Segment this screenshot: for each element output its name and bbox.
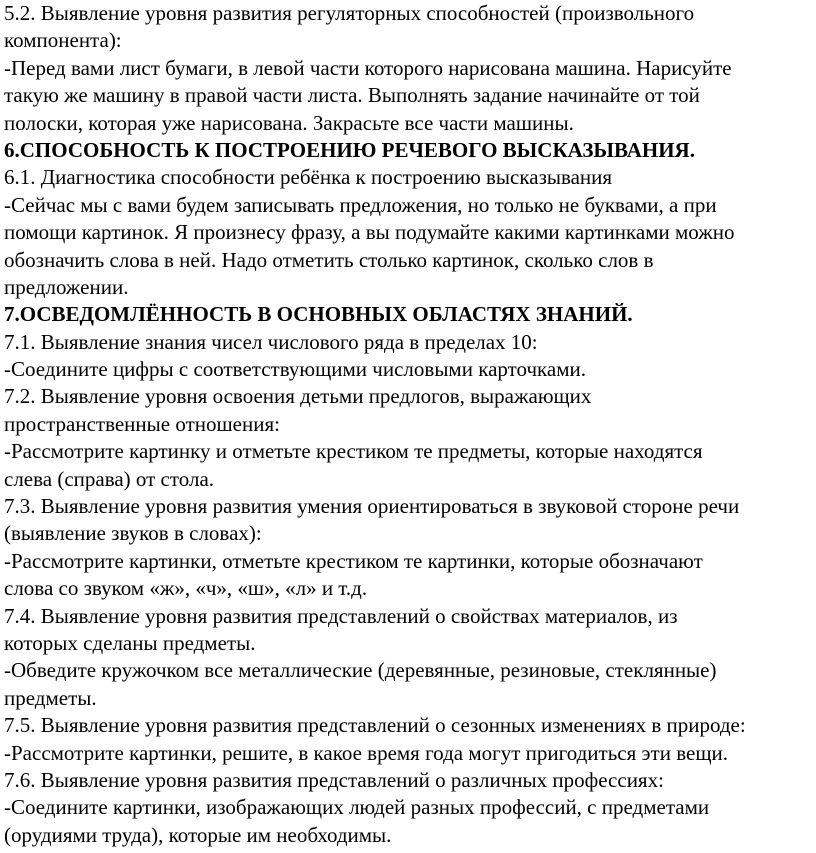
- text-line-6-1-title: 6.1. Диагностика способности ребёнка к построению высказывания: [4, 165, 613, 190]
- text-line-6-1-task-end: предложении.: [4, 274, 129, 299]
- text-line-7-2-title: 7.2. Выявление уровня освоения детьми предлогов, выражающих: [4, 384, 592, 409]
- section-heading-7: 7.ОСВЕДОМЛЁННОСТЬ В ОСНОВНЫХ ОБЛАСТЯХ ЗНАНИЙ.: [4, 302, 633, 327]
- text-line-7-2-task-end: слева (справа) от стола.: [4, 466, 215, 491]
- text-line-7-6-task-end: (орудиями труда), которые им необходимы.: [4, 822, 392, 847]
- text-line-6-1-task-cont-2: обозначить слова в ней. Надо отметить столько картинок, сколько слов в: [4, 247, 654, 272]
- section-heading-6: 6.СПОСОБНОСТЬ К ПОСТРОЕНИЮ РЕЧЕВОГО ВЫСКАЗЫВАНИЯ.: [4, 137, 695, 162]
- text-line-7-1-task: -Соедините цифры с соответствующими числовыми карточками.: [4, 357, 587, 382]
- text-line-7-2-title-cont: пространственные отношения:: [4, 411, 280, 436]
- text-line-7-4-task: -Обведите кружочком все металлические (деревянные, резиновые, стеклянные): [4, 658, 717, 683]
- text-line-5-2-task: -Перед вами лист бумаги, в левой части которого нарисована машина. Нарисуйте: [4, 55, 732, 80]
- text-line-5-2-title-cont: компонента):: [4, 28, 122, 53]
- text-line-7-6-title: 7.6. Выявление уровня развития представлений о различных профессиях:: [4, 767, 664, 792]
- text-line-5-2-task-cont: такую же машину в правой части листа. Выполнять задание начинайте от той: [4, 83, 700, 108]
- text-line-7-2-task: -Рассмотрите картинку и отметьте крестиком те предметы, которые находятся: [4, 439, 703, 464]
- document-body: [4, 0, 814, 849]
- text-line-5-2-task-end: полоски, которая уже нарисована. Закрасьте все части машины.: [4, 110, 574, 135]
- text-line-6-1-task: -Сейчас мы с вами будем записывать предложения, но только не буквами, а при: [4, 192, 717, 217]
- text-line-7-5-task: -Рассмотрите картинки, решите, в какое время года могут пригодиться эти вещи.: [4, 740, 728, 765]
- text-line-7-1-title: 7.1. Выявление знания чисел числового ряда в пределах 10:: [4, 329, 538, 354]
- text-line-7-3-title-cont: (выявление звуков в словах):: [4, 521, 262, 546]
- text-line-7-3-title: 7.3. Выявление уровня развития умения ориентироваться в звуковой стороне речи: [4, 494, 740, 519]
- text-line-7-4-task-end: предметы.: [4, 685, 97, 710]
- text-line-7-3-task-end: слова со звуком «ж», «ч», «ш», «л» и т.д.: [4, 576, 368, 601]
- text-line-6-1-task-cont: помощи картинок. Я произнесу фразу, а вы подумайте какими картинками можно: [4, 220, 735, 245]
- text-line-7-3-task: -Рассмотрите картинки, отметьте крестиком те картинки, которые обозначают: [4, 548, 703, 573]
- text-line-7-6-task: -Соедините картинки, изображающих людей разных профессий, с предметами: [4, 795, 710, 820]
- text-line-7-4-title: 7.4. Выявление уровня развития представлений о свойствах материалов, из: [4, 603, 678, 628]
- text-line-7-5-title: 7.5. Выявление уровня развития представлений о сезонных изменениях в природе:: [4, 713, 746, 738]
- text-line-7-4-title-cont: которых сделаны предметы.: [4, 630, 256, 655]
- text-line-5-2-title: 5.2. Выявление уровня развития регуляторных способностей (произвольного: [4, 1, 695, 25]
